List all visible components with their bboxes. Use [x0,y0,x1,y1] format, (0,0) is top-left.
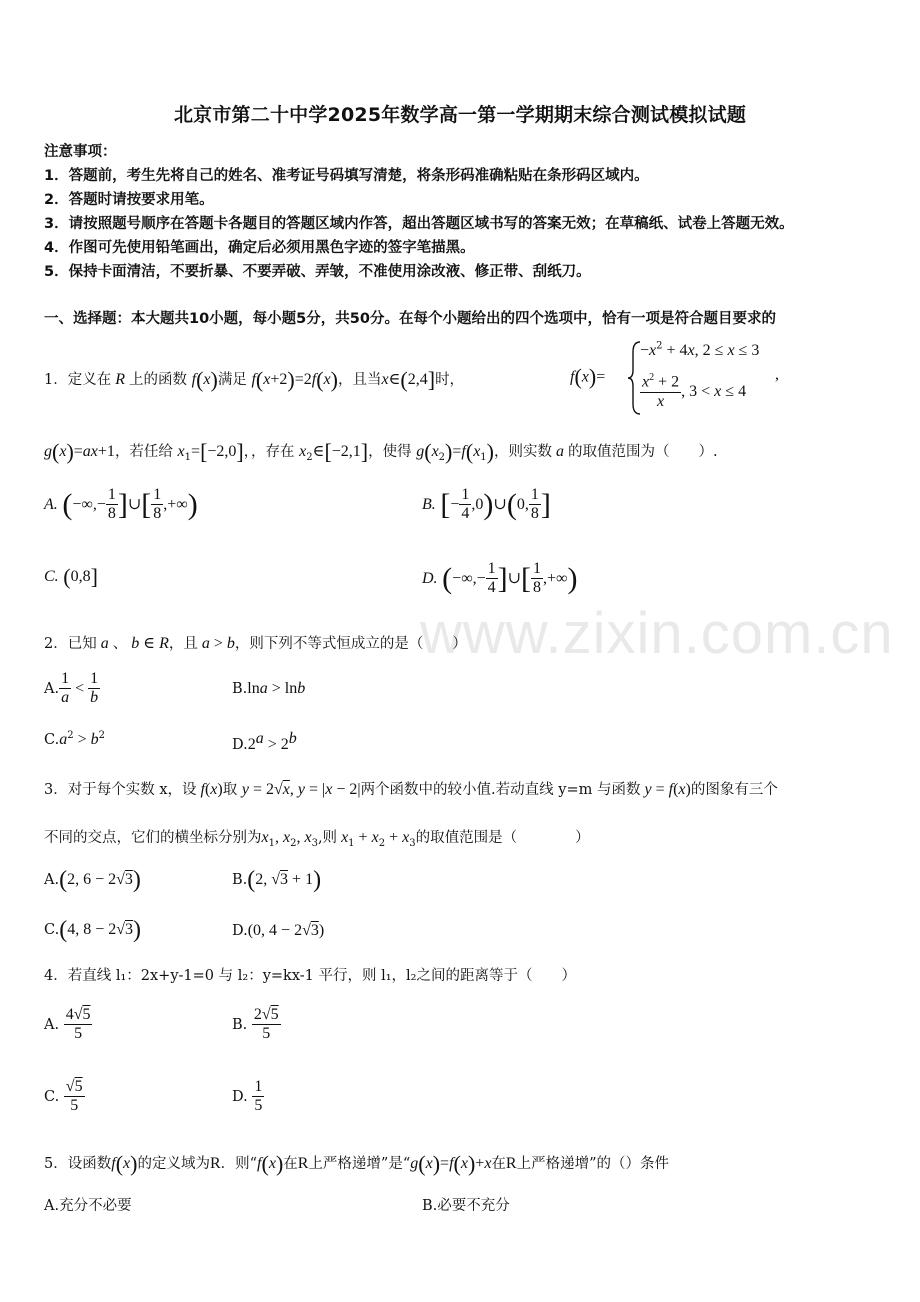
question-3-line-1: 3．对于每个实数 x，设 f(x)取 y = 2√x, y = |x − 2|两个函数中的较小值.若动直线 y=m 与函数 y = f(x)的图象有三个 [44,781,778,798]
note-item: 1．答题前，考生先将自己的姓名、准考证号码填写清楚，将条形码准确粘贴在条形码区域内。 [44,168,649,184]
question-2-stem: 2．已知 a 、 b ∈ R，且 a > b，则下列不等式恒成立的是（ ） [44,635,467,652]
question-5-option-b[interactable]: B.必要不充分 [422,1198,510,1214]
question-5-stem: 5．设函数f(x)的定义域为R．则“f(x)在R上严格递增”是“g(x)=f(x)+x在R上严格递增”的（）条件 [44,1151,670,1176]
note-item: 2．答题时请按要求用笔。 [44,192,214,208]
question-3-option-a[interactable]: A.(2, 6 − 2√3) [44,867,141,893]
question-4-option-d[interactable]: D. $\frac{1}{5}$ [232,1078,263,1115]
question-2-option-c[interactable]: $C.a^2 > b^2$ [44,730,105,748]
question-1-option-d[interactable]: D. (−∞,− $\frac{1}{4}$ ]∪[ $\frac{1}{8}$ ,+∞) [422,560,578,597]
question-4-stem: 4．若直线 l₁：2x+y-1=0 与 l₂：y=kx-1 平行，则 l₁，l₂之间的距离等于（ ） [44,968,576,984]
question-3-line-2: 不同的交点，它们的横坐标分别为$x_1$, $x_2$, $x_3$,则 $x_1 + x_2 + x_3$的取值范围是（ ） [44,829,590,849]
piecewise-case-2: $\frac{x^2 + 2}{x}$ , 3 < x ≤ 4 [642,372,747,410]
section-heading: 一、选择题：本大题共10小题，每小题5分，共50分。在每个小题给出的四个选项中，恰有一项是符合题目要求的 [44,311,776,327]
exam-page: www.zixin.com.cn 北京市第二十中学2025年数学高一第一学期期末综合测试模拟试题 注意事项： 1．答题前，考生先将自己的姓名、准考证号码填写清楚，将条形码准确粘贴在条形码区域内。 2．答题时请按要求用笔。 3．请按照题号顺序在答题卡各题目的答题区域内作答，超出答题区域书写的答案无效；在草稿纸、试卷上答题无效。 4．作图可先使用铅笔画出，确定后必须用黑色字迹的签字笔描黑。 5．保持卡面清洁，不要折暴、不要弄破、弄皱，不准使用涂改液、修正带、刮纸刀。 一、选择题：本大题共10小题，每小题5分，共50分。在每个小题给出的四个选项中，恰有一项是符合题目要求的 1．定义在 R 上的函数 f(x)满足 f(x+2)=2f(x)，且当x∈(2,4]时， f(x)= $-x^2 + 4x$, 2 ≤ x ≤ 3 $\frac{x^2 + 2}{x}$ , 3 < x ≤ 4 , g(x)=ax+1，若任给 $x_1=[-2,0]$，，存在 $x_2\in[-2,1]$，使得 $g(x_2)=f(x_1)$，则实数 a 的取值范围为（ ）. A. (−∞,− $\frac{1}{8}$ ]∪[ $\frac{1}{8}$ ,+∞) B. [− $\frac{1}{4}$ ,0)∪(0, $\frac{1}{8}$ ] C. (0,8] D. (−∞,− $\frac{1}{4}$ ]∪[ $\frac{1}{8}$ ,+∞) 2．已知 a 、 b ∈ R，且 a > b，则下列不等式恒成立的是（ ） A. $\frac{1}{a}$ < $\frac{1}{b}$ B.lna > lnb $C.a^2 > b^2$ $D.2^a > 2^b$ 3．对于每个实数 x，设 f(x)取 y = 2√x, y = |x − 2|两个函数中的较小值.若动直线 y=m 与函数 y = f(x)的图象有三个 不同的交点，它们的横坐标分别为$x_1$, $x_2$, $x_3$,则 $x_1 + x_2 + x_3$的取值范围是（ ） A.(2, 6 − 2√3) B.(2, √3 + 1) C.(4, 8 − 2√3) D.(0, 4 − 2√3) 4．若直线 l₁：2x+y-1=0 与 l₂：y=kx-1 平行，则 l₁，l₂之间的距离等于（ ） A. $\frac{4√5}{5}$ B. $\frac{2√5}{5}$ C. $\frac{√5}{5}$ D. $\frac{1}{5}$ 5．设函数f(x)的定义域为R．则“f(x)在R上严格递增”是“g(x)=f(x)+x在R上严格递增”的（）条件 A.充分不必要 B.必要不充分 [0,0,920,1302]
question-5-option-a[interactable]: A.充分不必要 [44,1198,132,1214]
note-item: 4．作图可先使用铅笔画出，确定后必须用黑色字迹的签字笔描黑。 [44,240,475,256]
question-1-line-2: g(x)=ax+1，若任给 $x_1=[-2,0]$，，存在 $x_2\in[-2,1]$，使得 $g(x_2)=f(x_1)$，则实数 a 的取值范围为（ ）. [44,439,718,464]
piecewise-case-1: $-x^2 + 4x$, 2 ≤ x ≤ 3 [640,340,760,359]
piecewise-f: f(x)= [570,364,606,389]
question-2-option-b[interactable]: B.lna > lnb [232,680,306,697]
question-4-option-c[interactable]: C. $\frac{√5}{5}$ [44,1078,83,1115]
exam-title: 北京市第二十中学2025年数学高一第一学期期末综合测试模拟试题 [173,104,747,126]
watermark: www.zixin.com.cn [420,601,894,666]
question-1-option-a[interactable]: A. (−∞,− $\frac{1}{8}$ ]∪[ $\frac{1}{8}$ ,+∞) [44,486,198,523]
question-3-option-c[interactable]: C.(4, 8 − 2√3) [44,917,141,943]
question-1-line-1: 1．定义在 R 上的函数 f(x)满足 f(x+2)=2f(x)，且当x∈(2,4]时， [44,367,465,392]
question-2-option-d[interactable]: $D.2^a > 2^b$ [232,730,297,753]
notes-header: 注意事项： [44,144,117,160]
question-3-option-d[interactable]: D.(0, 4 − 2√3) [232,922,325,939]
question-4-option-a[interactable]: A. $\frac{4√5}{5}$ [44,1006,91,1043]
question-1-option-c[interactable]: C. (0,8] [44,564,98,589]
question-4-option-b[interactable]: B. $\frac{2√5}{5}$ [232,1006,279,1043]
note-item: 5．保持卡面清洁，不要折暴、不要弄破、弄皱，不准使用涂改液、修正带、刮纸刀。 [44,264,591,280]
question-3-option-b[interactable]: B.(2, √3 + 1) [232,867,322,893]
note-item: 3．请按照题号顺序在答题卡各题目的答题区域内作答，超出答题区域书写的答案无效；在草稿纸、试卷上答题无效。 [44,216,794,232]
question-2-option-a[interactable]: A. $\frac{1}{a}$ < $\frac{1}{b}$ [44,670,99,707]
question-1-option-b[interactable]: B. [− $\frac{1}{4}$ ,0)∪(0, $\frac{1}{8}$ ] [422,486,551,523]
